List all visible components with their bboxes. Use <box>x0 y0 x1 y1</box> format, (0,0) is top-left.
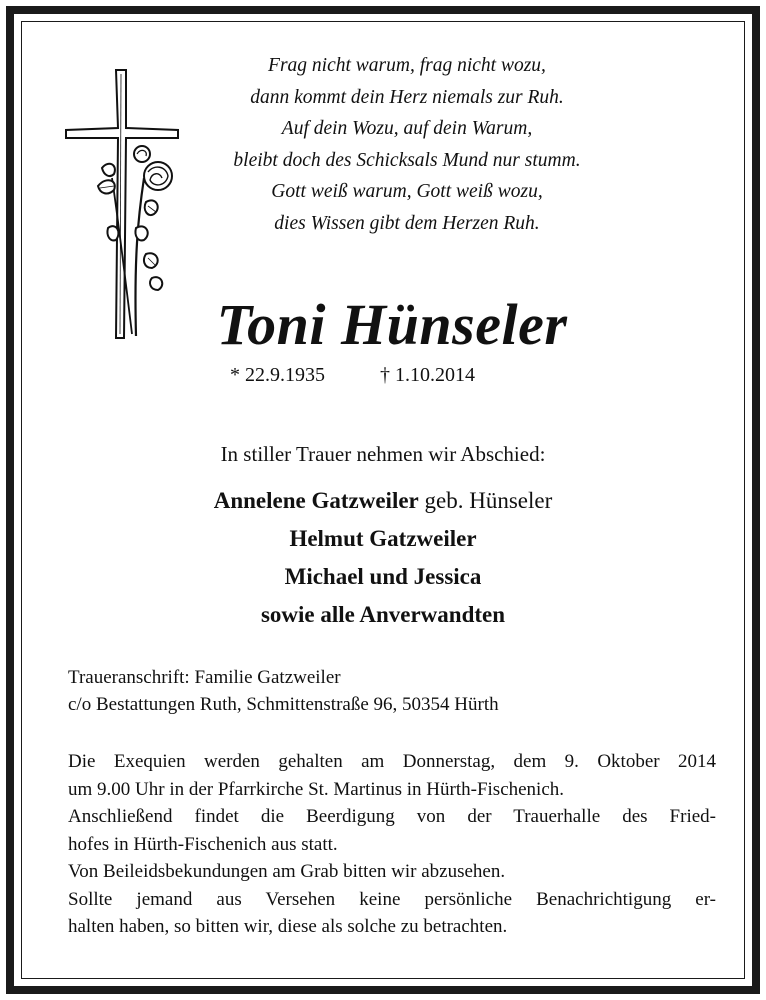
notice-line: um 9.00 Uhr in der Pfarrkirche St. Martinus in Hürth-Fischenich. <box>68 778 565 800</box>
obituary-frame <box>6 6 760 994</box>
notice-line: Anschließend findet die Beerdigung von der Trauerhalle des Fried- <box>68 806 716 827</box>
poem-line: Frag nicht warum, frag nicht wozu, <box>268 55 546 76</box>
poem-line: dann kommt dein Herz niemals zur Ruh. <box>250 86 564 108</box>
notice-line: Sollte jemand aus Versehen keine persönliche Benachrichtigung er- <box>68 888 716 910</box>
mourner-name: Annelene Gatzweiler <box>213 488 419 513</box>
birth-date: * 22.9.1935 <box>230 364 325 386</box>
mourner-entry <box>22 596 744 634</box>
poem-line: dies Wissen gibt dem Herzen Ruh. <box>274 212 540 234</box>
mourner-entry <box>22 482 744 520</box>
mourner-name: Helmut Gatzweiler <box>289 526 477 551</box>
mourner-entry <box>22 558 744 596</box>
deceased-name: Toni Hünseler <box>216 292 568 357</box>
poem-line: Gott weiß warum, Gott weiß wozu, <box>271 181 543 202</box>
death-date: † 1.10.2014 <box>380 364 475 386</box>
mourning-lead: In stiller Trauer nehmen wir Abschied: <box>220 442 546 466</box>
obituary-inner-frame <box>21 21 745 979</box>
life-dates <box>230 362 475 388</box>
notice-line: Von Beileidsbekundungen am Grab bitten wir abzusehen. <box>68 861 506 882</box>
notice-line: halten haben, so bitten wir, diese als solche zu betrachten. <box>68 916 508 937</box>
address-line: Traueranschrift: Familie Gatzweiler <box>68 667 341 688</box>
notice-line: Die Exequien werden gehalten am Donnerstag, dem 9. Oktober 2014 <box>68 751 716 772</box>
mourner-suffix: geb. Hünseler <box>418 488 553 513</box>
mourner-entry <box>22 520 744 558</box>
mourners-list <box>22 482 744 634</box>
address-line: c/o Bestattungen Ruth, Schmittenstraße 96, 50354 Hürth <box>68 694 499 715</box>
funeral-notice <box>68 748 716 941</box>
mourning-address <box>68 664 499 718</box>
poem <box>182 50 632 239</box>
poem-line: bleibt doch des Schicksals Mund nur stumm. <box>233 149 581 171</box>
mourner-name: Michael und Jessica <box>284 564 482 589</box>
mourner-name: sowie alle Anverwandten <box>260 602 506 627</box>
poem-line: Auf dein Wozu, auf dein Warum, <box>281 118 533 139</box>
notice-line: hofes in Hürth-Fischenich aus statt. <box>68 833 338 855</box>
